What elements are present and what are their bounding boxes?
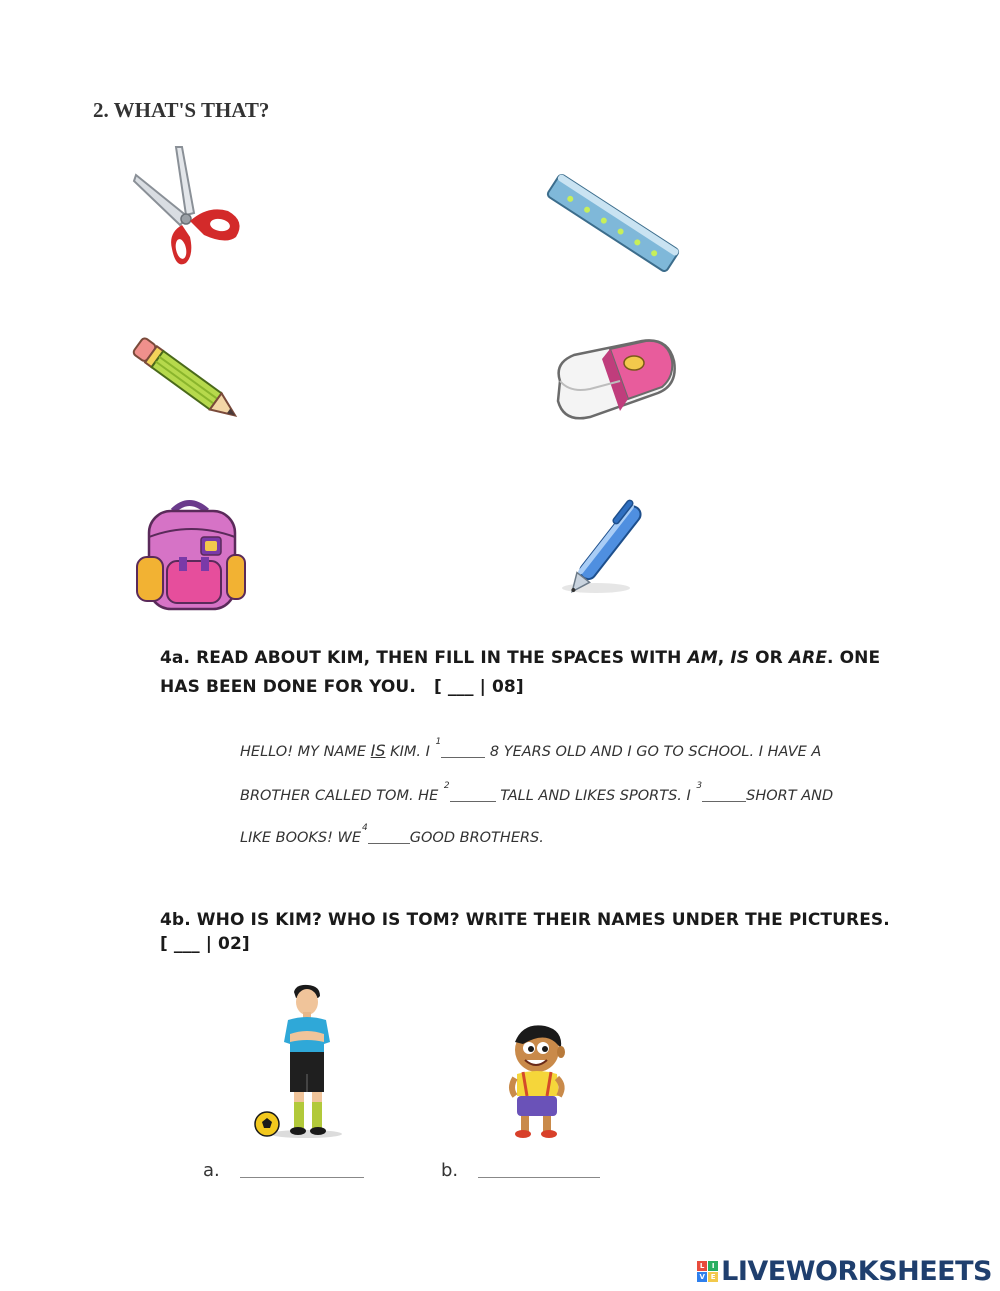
story-text: BROTHER CALLED TOM. HE [240,788,443,804]
backpack-image [133,497,247,613]
logo-cube: V [697,1272,707,1282]
short-boy-image [503,1022,573,1140]
scissors-image [128,145,246,273]
answer-field-b[interactable] [478,1176,600,1178]
logo-cubes-icon [697,1261,718,1282]
story-text: GOOD BROTHERS. [409,830,544,846]
section-4a-title-part1: 4a. READ ABOUT KIM, THEN FILL IN THE SPACES WITH [160,648,688,668]
blank-2-field[interactable] [450,787,496,802]
story-text: HELLO! MY NAME [240,744,371,760]
blank-number-3: 3 [696,781,703,791]
answer-field-a[interactable] [240,1176,364,1178]
story-text: SHORT AND [746,788,834,804]
pen-image [556,484,670,598]
story-text: TALL AND LIKES SPORTS. I [495,788,696,804]
blank-number-1: 1 [435,737,442,747]
word-is: IS [730,648,750,668]
blank-number-2: 2 [443,781,450,791]
answer-label-b: b. [441,1160,459,1181]
section-4b-title-line2: [ ___ | 02] [160,934,250,954]
answer-label-a: a. [203,1160,220,1181]
section-4a-title [160,648,880,668]
logo-text: LIVEWORKSHEETS [721,1256,992,1287]
word-am: AM [687,648,718,668]
blank-4-field[interactable] [368,829,410,844]
blank-number-4: 4 [362,823,368,833]
tall-boy-with-ball-image [250,982,346,1142]
pencil-image [128,332,250,432]
section-4b-title: 4b. WHO IS KIM? WHO IS TOM? WRITE THEIR NAMES UNDER THE PICTURES. [160,910,890,930]
logo-cube: E [708,1272,718,1282]
eraser-image [550,333,682,431]
story-line-2 [240,781,833,804]
blank-3-field[interactable] [702,787,746,802]
story-text: 8 YEARS OLD AND I GO TO SCHOOL. I HAVE A [485,744,822,760]
title-or: OR [749,648,789,668]
word-are: ARE [788,648,828,668]
section-4a-title-line2: HAS BEEN DONE FOR YOU. [ ___ | 08] [160,677,524,697]
liveworksheets-logo [697,1256,992,1287]
example-answer-is: IS [370,741,386,760]
ruler-image [542,172,684,274]
story-line-1 [240,737,821,760]
story-text: KIM. I [385,744,435,760]
story-line-3 [240,823,544,846]
blank-1-field[interactable] [441,743,485,758]
story-text: LIKE BOOKS! WE [240,830,362,846]
logo-cube: L [697,1261,707,1271]
section-4a-title-part2: . ONE [827,648,881,668]
section-2-heading: 2. WHAT'S THAT? [93,98,270,122]
logo-cube: I [708,1261,718,1271]
title-comma: , [717,648,731,668]
